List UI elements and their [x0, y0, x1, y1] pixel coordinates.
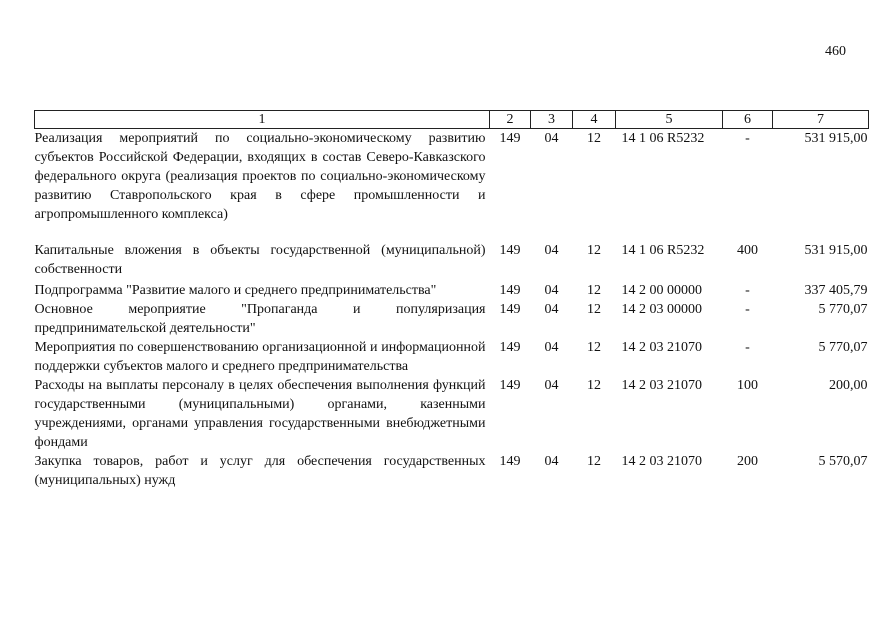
row-section: 04: [544, 454, 559, 469]
table-row: [35, 129, 869, 242]
header-col-3: 3: [531, 111, 573, 129]
row-subsection: 12: [587, 378, 601, 393]
row-target-code: 14 2 03 21070: [621, 454, 702, 469]
header-col-2: 2: [490, 111, 531, 129]
row-amount: 531 915,00: [804, 243, 868, 258]
row-ministry: 149: [499, 378, 521, 393]
header-col-4: 4: [573, 111, 616, 129]
row-subsection: 12: [587, 454, 601, 469]
row-target-code: 14 2 03 00000: [621, 302, 702, 317]
row-name: Закупка товаров, работ и услуг для обеспечения государственных (муниципальных) нужд: [34, 454, 486, 488]
row-name: Расходы на выплаты персоналу в целях обеспечения выполнения функций государственными (муниципальными) органами, казенными учреждениями, органами управления государственными внебюджетными фондами: [34, 378, 486, 450]
row-name: Подпрограмма "Развитие малого и среднего предпринимательства": [34, 283, 437, 298]
row-target-code: 14 1 06 R5232: [621, 243, 705, 258]
row-expense-type: 200: [737, 454, 758, 469]
row-ministry: 149: [499, 340, 521, 355]
row-name: Реализация мероприятий по социально-экономическому развитию субъектов Российской Федерации, входящих в состав Северо-Кавказского федерального округа (реализация проектов по социально-экономическому развитию Ставропольского края в сфере промышленности и агропромышленного комплекса): [34, 131, 486, 222]
row-subsection: 12: [587, 340, 601, 355]
row-expense-type: -: [745, 340, 750, 355]
header-col-5: 5: [616, 111, 723, 129]
row-expense-type: -: [745, 131, 750, 146]
row-ministry: 149: [499, 283, 521, 298]
row-ministry: 149: [499, 131, 521, 146]
row-target-code: 14 2 03 21070: [621, 340, 702, 355]
row-expense-type: 100: [737, 378, 758, 393]
table-row: [35, 281, 869, 300]
row-amount: 531 915,00: [804, 131, 868, 146]
row-amount: 5 770,07: [818, 302, 868, 317]
row-amount: 200,00: [829, 378, 868, 393]
row-section: 04: [544, 131, 559, 146]
row-ministry: 149: [499, 243, 521, 258]
row-name: Капитальные вложения в объекты государственной (муниципальной) собственности: [34, 243, 486, 277]
row-target-code: 14 2 00 00000: [621, 283, 702, 298]
row-target-code: 14 1 06 R5232: [621, 131, 705, 146]
row-amount: 5 770,07: [818, 340, 868, 355]
row-ministry: 149: [499, 454, 521, 469]
row-expense-type: -: [745, 302, 750, 317]
row-subsection: 12: [587, 131, 601, 146]
row-subsection: 12: [587, 243, 601, 258]
row-section: 04: [544, 243, 559, 258]
page-number: 460: [825, 44, 846, 59]
table-row: [35, 338, 869, 376]
row-ministry: 149: [499, 302, 521, 317]
row-expense-type: -: [745, 283, 750, 298]
header-col-1: 1: [35, 111, 490, 129]
row-expense-type: 400: [737, 243, 758, 258]
row-name: Основное мероприятие "Пропаганда и популяризация предпринимательской деятельности": [34, 302, 486, 336]
row-section: 04: [544, 340, 559, 355]
table-row: [35, 241, 869, 281]
row-section: 04: [544, 302, 559, 317]
table-row: [35, 300, 869, 338]
header-col-6: 6: [723, 111, 773, 129]
row-amount: 337 405,79: [804, 283, 868, 298]
row-amount: 5 570,07: [818, 454, 868, 469]
table-row: [35, 376, 869, 452]
row-target-code: 14 2 03 21070: [621, 378, 702, 393]
row-name: Мероприятия по совершенствованию организационной и информационной поддержки субъектов малого и среднего предпринимательства: [34, 340, 486, 374]
table-row: [35, 452, 869, 490]
header-row: [35, 111, 869, 129]
header-col-7: 7: [773, 111, 869, 129]
row-section: 04: [544, 283, 559, 298]
row-subsection: 12: [587, 302, 601, 317]
budget-table: [34, 110, 869, 490]
row-section: 04: [544, 378, 559, 393]
row-subsection: 12: [587, 283, 601, 298]
